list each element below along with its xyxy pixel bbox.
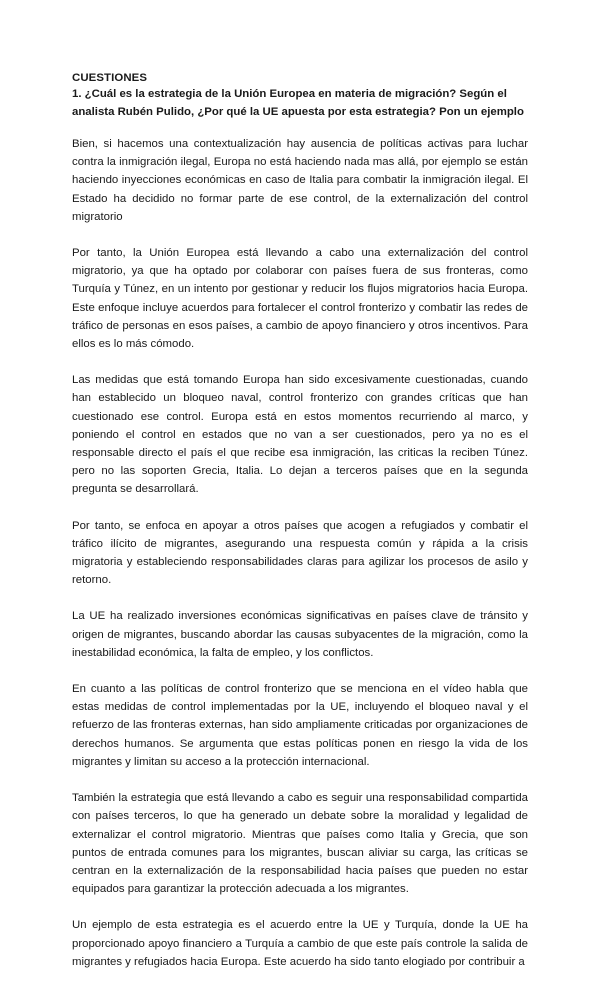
paragraph-5: La UE ha realizado inversiones económicas significativas en países clave de tránsito y origen de migrantes, buscando abordar las causas subyacentes de la migración, como la inestabilidad económica, la falta de empleo, y los conflictos. <box>72 610 528 659</box>
paragraph-2: Por tanto, la Unión Europea está llevando a cabo una externalización del control migratorio, ya que ha optado por colaborar con países fuera de sus fronteras, como Turquía y Túnez, en un intento por gestionar y reducir los flujos migratorios hacia Europa. Este enfoque incluye acuerdos para fortalecer el control fronterizo y combatir las redes de tráfico de personas en esos países, a cambio de apoyo financiero y otros incentivos. Para ellos es lo más cómodo. <box>72 247 528 351</box>
paragraph-4: Por tanto, se enfoca en apoyar a otros países que acogen a refugiados y combatir el tráfico ilícito de migrantes, asegurando una respuesta común y rápida a la crisis migratoria y estableciendo responsabilidades claras para agilizar los procesos de asilo y retorno. <box>72 519 528 587</box>
paragraph-1: Bien, si hacemos una contextualización hay ausencia de políticas activas para luchar contra la inmigración ilegal, Europa no está haciendo nada mas allá, por ejemplo se están haciendo inyecciones económicas en caso de Italia para combatir la inmigración ilegal. El Estado ha decidido no formar parte de ese control, de la externalización del control migratorio <box>72 138 528 223</box>
question-heading: 1. ¿Cuál es la estrategia de la Unión Europea en materia de migración? Según el analista Rubén Pulido, ¿Por qué la UE apuesta por esta estrategia? Pon un ejemplo <box>72 88 524 118</box>
paragraph-6: En cuanto a las políticas de control fronterizo que se menciona en el vídeo habla que estas medidas de control implementadas por la UE, incluyendo el bloqueo naval y el refuerzo de las fronteras externas, han sido ampliamente criticadas por organizaciones de derechos humanos. Se argumenta que estas políticas ponen en riesgo la vida de los migrantes y limitan su acceso a la protección internacional. <box>72 683 528 768</box>
document-page <box>72 71 528 989</box>
paragraph-8: Un ejemplo de esta estrategia es el acuerdo entre la UE y Turquía, donde la UE ha proporcionado apoyo financiero a Turquía a cambio de que este país controle la salida de migrantes y refugiados hacia Europa. Este acuerdo ha sido tanto elogiado por contribuir a <box>72 919 528 968</box>
paragraph-3: Las medidas que está tomando Europa han sido excesivamente cuestionadas, cuando han establecido un bloqueo naval, control fronterizo con grandes críticas que han cuestionado ese control. Europa está en estos momentos recurriendo al marco, y poniendo el control en estados que no van a ser cuestionados, pero ya no es el responsable directo el país el que recibe esa inmigración, las criticas la reciben Túnez. pero no las soporten Grecia, Italia. Lo dejan a terceros países que en la segunda pregunta se desarrollará. <box>72 374 528 496</box>
section-title: CUESTIONES <box>72 72 148 84</box>
paragraph-7: También la estrategia que está llevando a cabo es seguir una responsabilidad compartida con países terceros, lo que ha generado un debate sobre la moralidad y legalidad de externalizar el control migratorio. Mientras que países como Italia y Grecia, que son puntos de entrada comunes para los migrantes, buscan aliviar su carga, las críticas se centran en la externalización de la responsabilidad hacia países que pueden no estar equipados para garantizar la protección adecuada a los migrantes. <box>72 792 528 896</box>
